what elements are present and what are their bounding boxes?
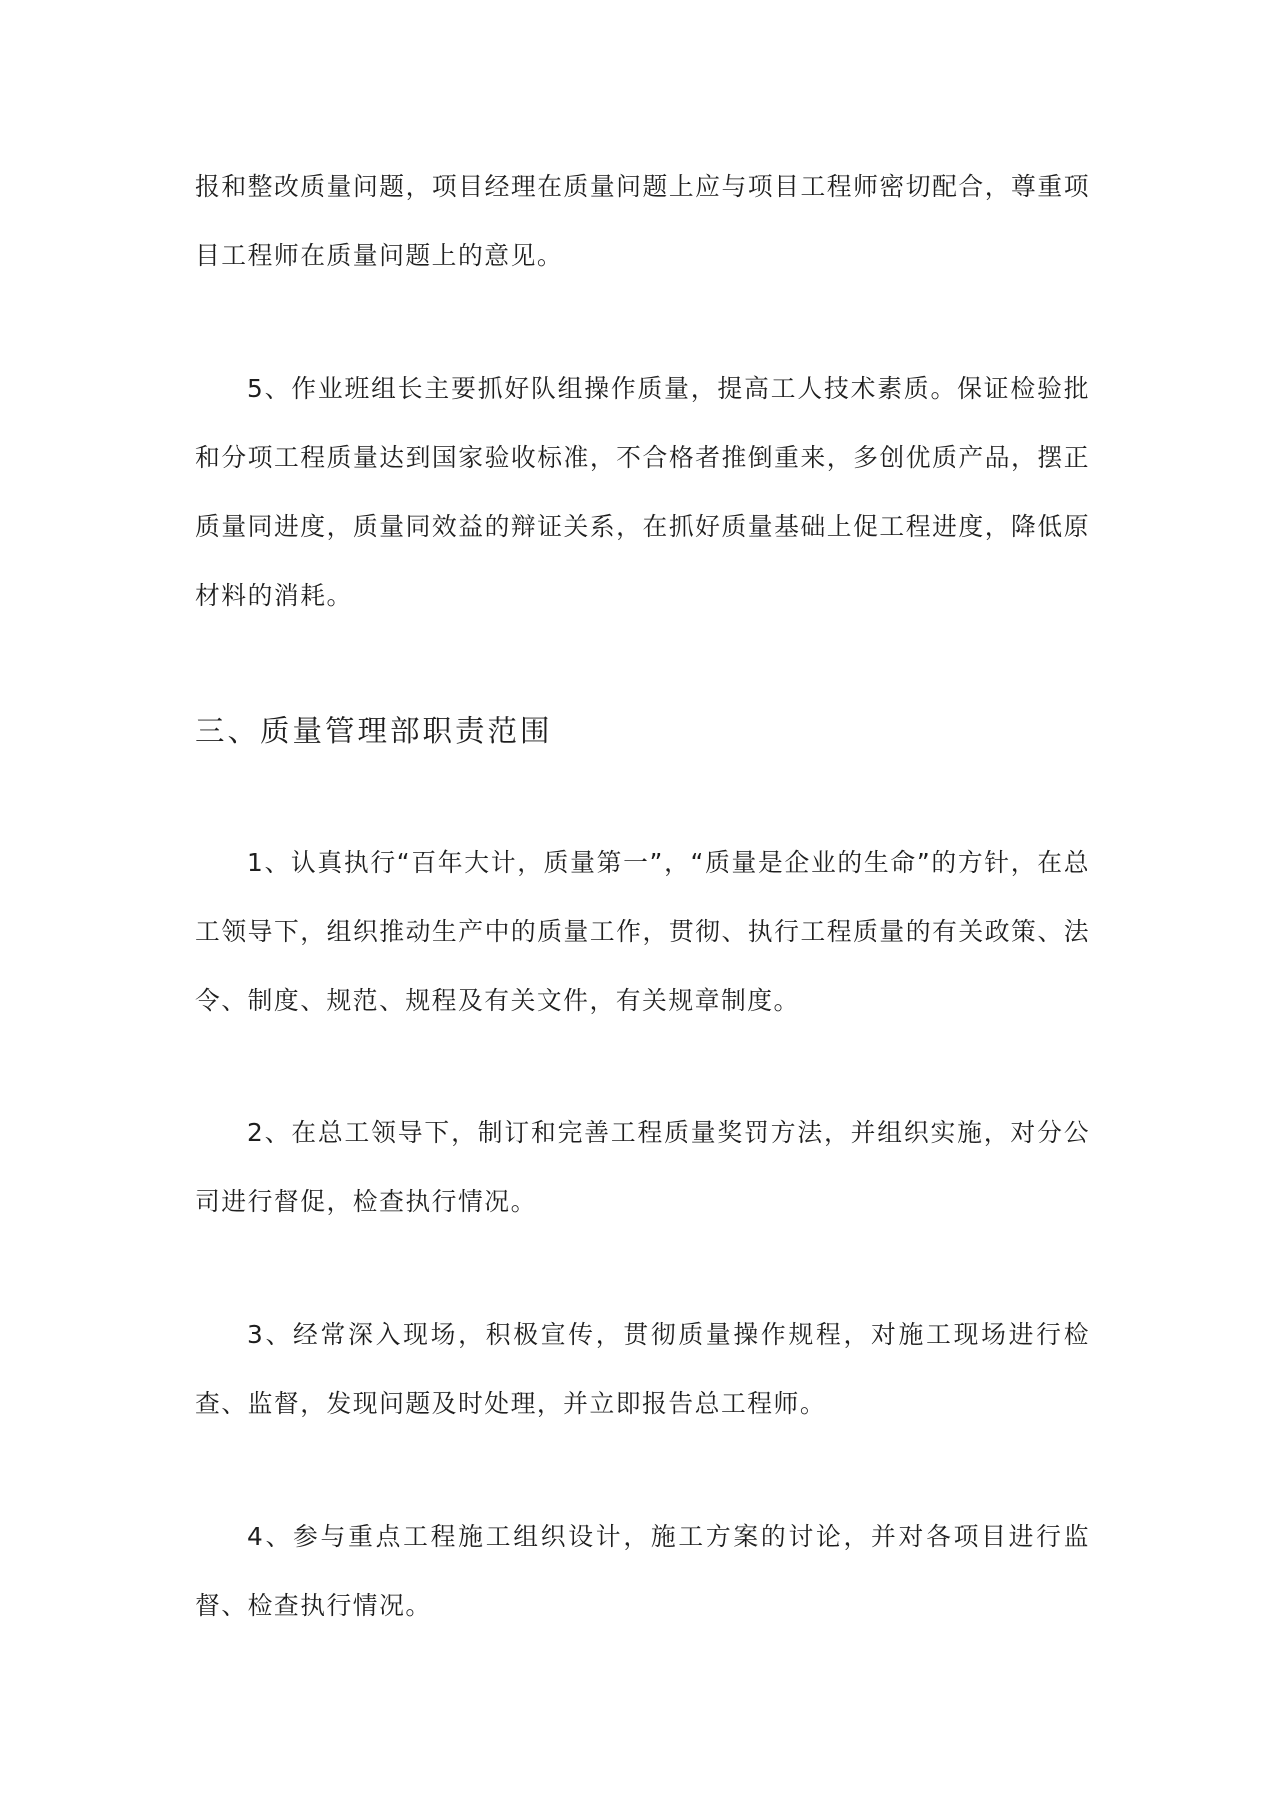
- section-item-2: 2、在总工领导下，制订和完善工程质量奖罚方法，并组织实施，对分公司进行督促，检查执行情况。: [195, 1118, 1090, 1216]
- section-item-3: 3、经常深入现场，积极宣传，贯彻质量操作规程，对施工现场进行检查、监督，发现问题及时处理，并立即报告总工程师。: [195, 1320, 1090, 1418]
- paragraph-continuation: 报和整改质量问题，项目经理在质量问题上应与项目工程师密切配合，尊重项目工程师在质量问题上的意见。: [195, 172, 1090, 270]
- section-item-1: 1、认真执行“百年大计，质量第一”，“质量是企业的生命”的方针，在总工领导下，组织推动生产中的质量工作，贯彻、执行工程质量的有关政策、法令、制度、规范、规程及有关文件，有关规章制度。: [195, 848, 1090, 1015]
- section-heading: 三、质量管理部职责范围: [195, 714, 553, 748]
- section-item-4: 4、参与重点工程施工组织设计，施工方案的讨论，并对各项目进行监督、检查执行情况。: [195, 1522, 1090, 1620]
- paragraph-item-5: 5、作业班组长主要抓好队组操作质量，提高工人技术素质。保证检验批和分项工程质量达到国家验收标准，不合格者推倒重来，多创优质产品，摆正质量同进度，质量同效益的辩证关系，在抓好质量基础上促工程进度，降低原材料的消耗。: [195, 374, 1090, 610]
